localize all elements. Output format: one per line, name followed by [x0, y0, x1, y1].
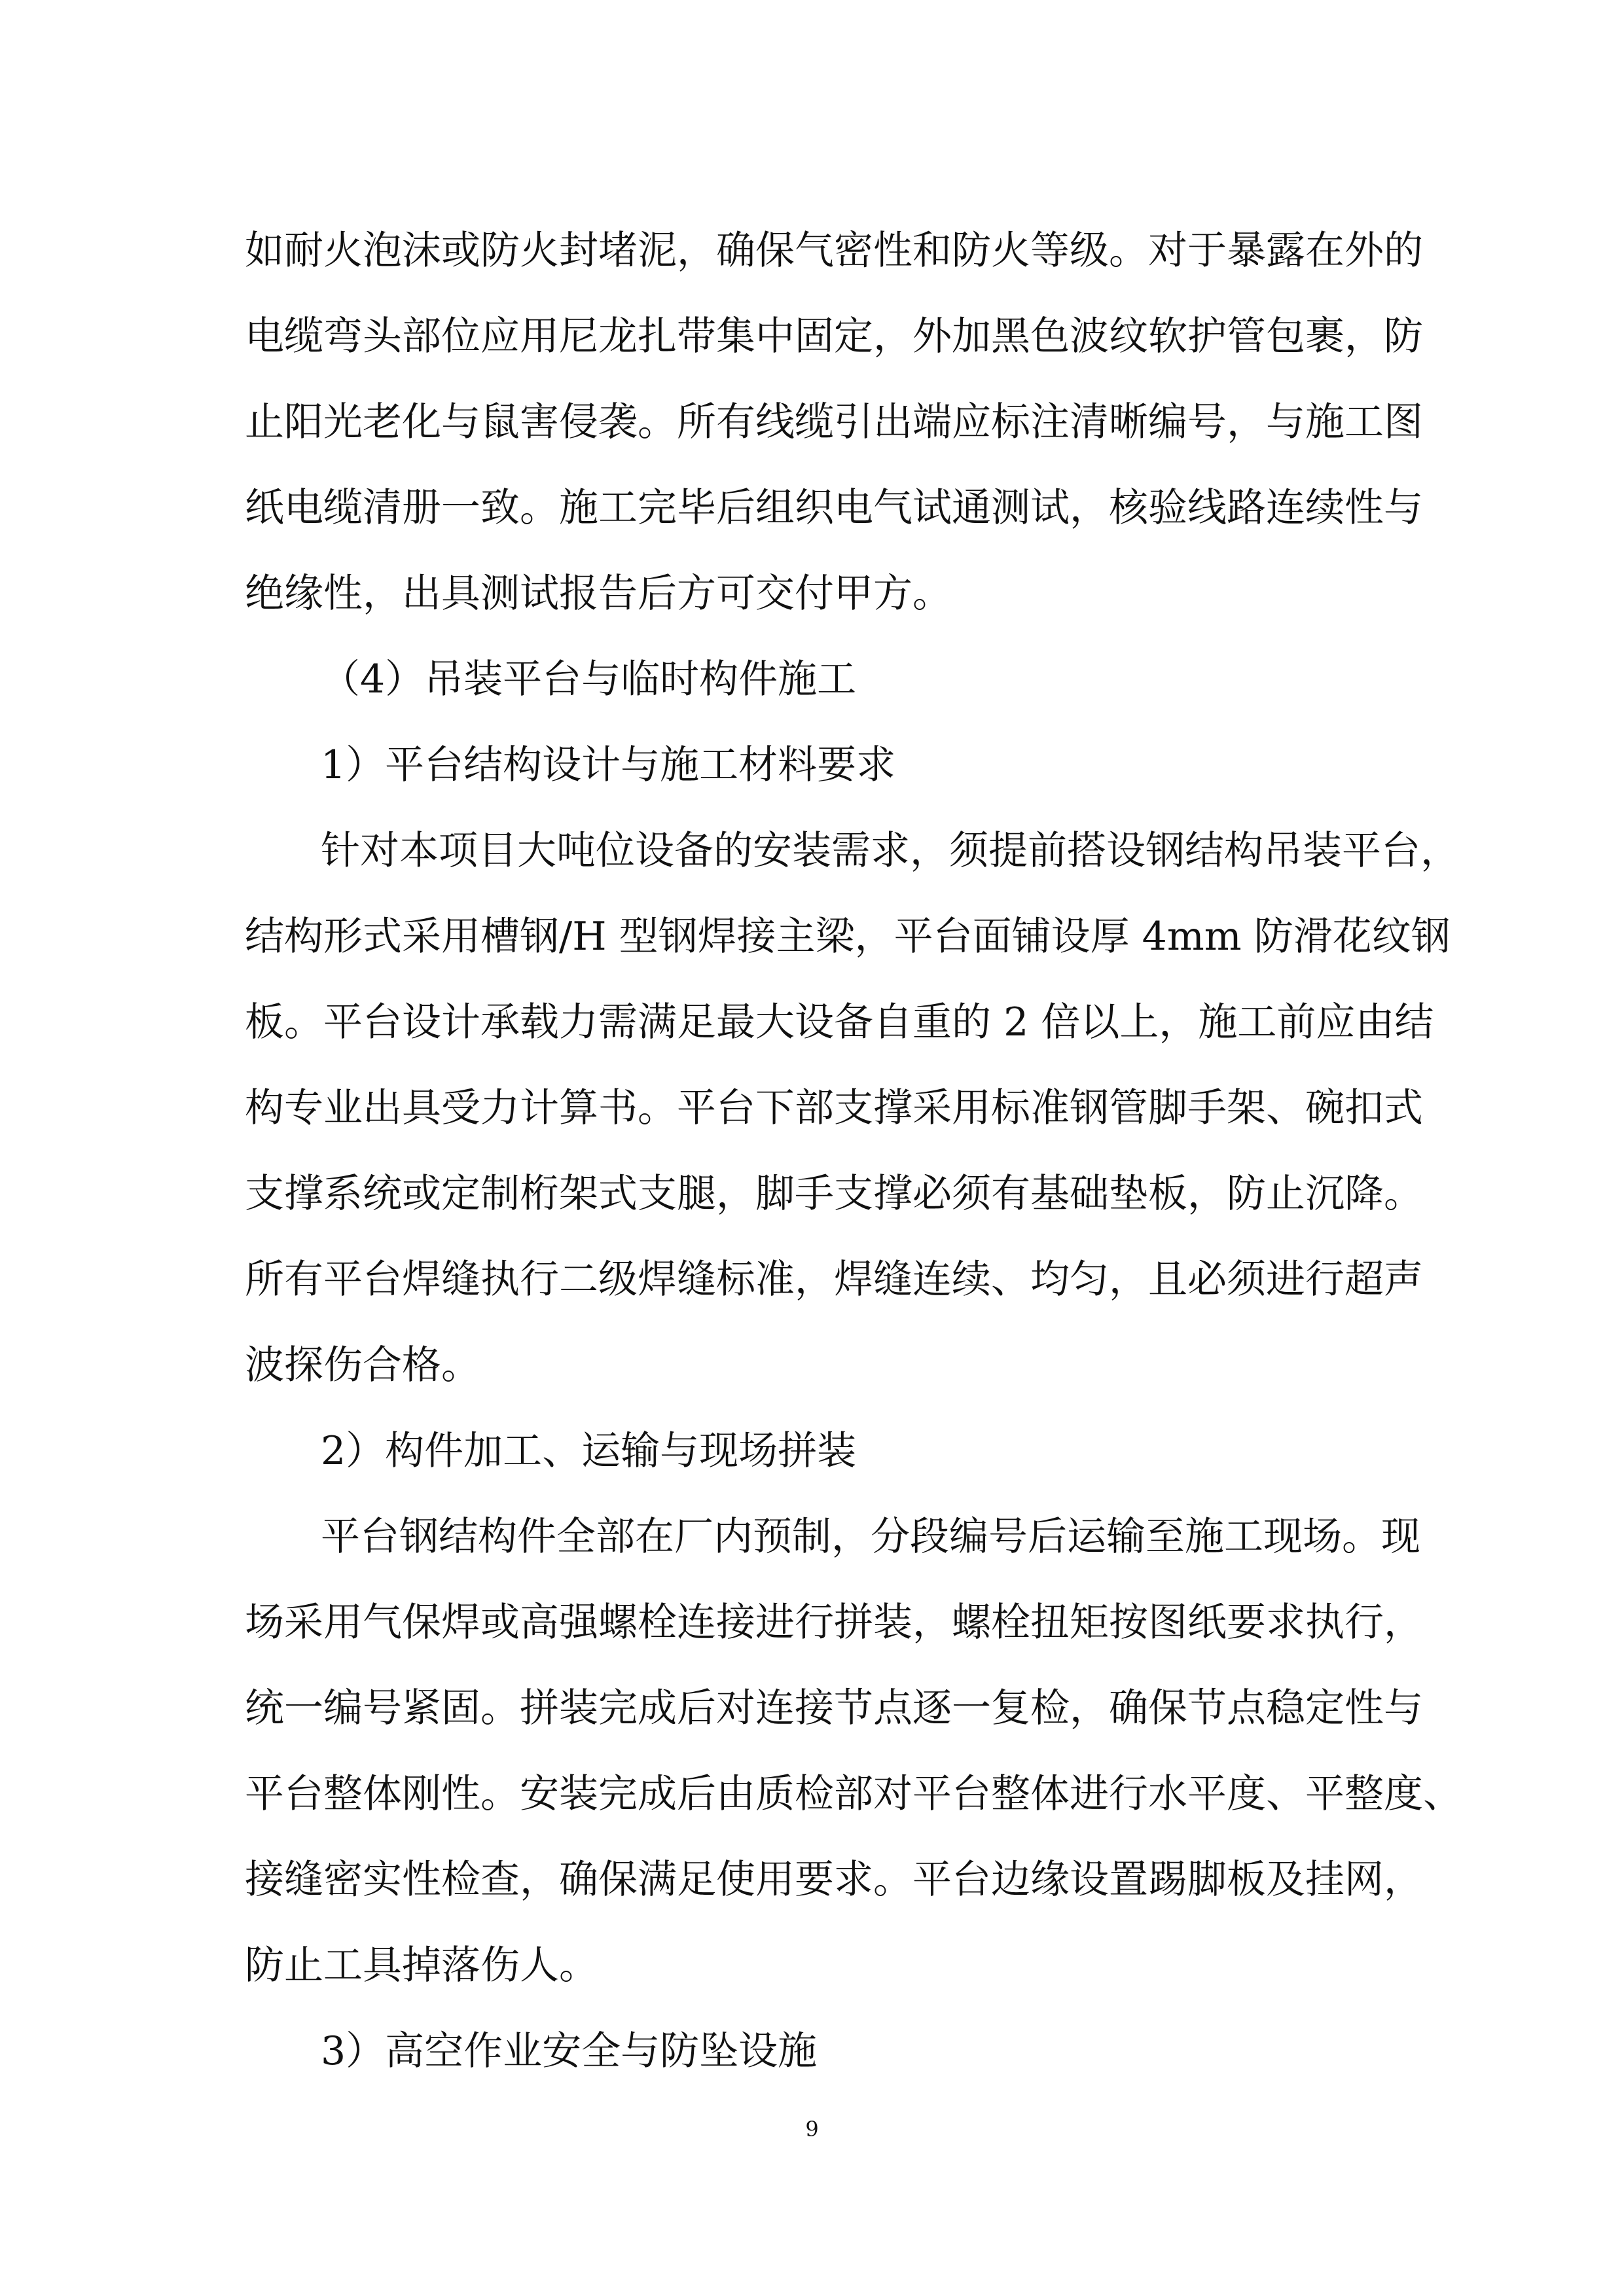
- text-line: 止阳光老化与鼠害侵袭。所有线缆引出端应标注清晰编号，与施工图: [245, 399, 1423, 445]
- subsection-heading-platform-design: 1）平台结构设计与施工材料要求: [321, 742, 896, 788]
- document-body: [245, 208, 1462, 2094]
- text-line: 统一编号紧固。拼装完成后对连接节点逐一复检，确保节点稳定性与: [245, 1685, 1423, 1731]
- text-line: 绝缘性，出具测试报告后方可交付甲方。: [245, 571, 952, 617]
- paragraph-fabrication-assembly: [245, 1494, 1462, 2009]
- text-line: 结构形式采用槽钢/H 型钢焊接主梁，平台面铺设厚 4mm 防滑花纹钢: [245, 914, 1451, 960]
- text-line: 防止工具掉落伤人。: [245, 1943, 598, 1988]
- text-line: 构专业出具受力计算书。平台下部支撑采用标准钢管脚手架、碗扣式: [245, 1085, 1423, 1131]
- text-line: 如耐火泡沫或防火封堵泥，确保气密性和防火等级。对于暴露在外的: [245, 228, 1423, 274]
- paragraph-fire-sealing: [245, 208, 1423, 637]
- text-line: 针对本项目大吨位设备的安装需求，须提前搭设钢结构吊装平台，: [321, 828, 1460, 874]
- subsection-heading-fabrication-assembly: 2）构件加工、运输与现场拼装: [321, 1428, 857, 1474]
- text-line: 接缝密实性检查，确保满足使用要求。平台边缘设置踢脚板及挂网，: [245, 1857, 1423, 1903]
- paragraph-platform-design: [245, 808, 1460, 1408]
- text-line: 平台钢结构件全部在厂内预制，分段编号后运输至施工现场。现: [321, 1514, 1420, 1560]
- text-line: 板。平台设计承载力需满足最大设备自重的 2 倍以上，施工前应由结: [245, 999, 1434, 1045]
- text-line: 平台整体刚性。安装完成后由质检部对平台整体进行水平度、平整度、: [245, 1771, 1462, 1817]
- text-line: 波探伤合格。: [245, 1342, 480, 1388]
- subsection-heading-fall-protection: 3）高空作业安全与防坠设施: [321, 2028, 818, 2074]
- text-line: 支撑系统或定制桁架式支腿，脚手支撑必须有基础垫板，防止沉降。: [245, 1171, 1423, 1217]
- text-line: 电缆弯头部位应用尼龙扎带集中固定，外加黑色波纹软护管包裹，防: [245, 314, 1423, 359]
- text-line: 所有平台焊缝执行二级焊缝标准，焊缝连续、均匀，且必须进行超声: [245, 1257, 1423, 1302]
- page-number: 9: [805, 2117, 819, 2142]
- section-heading-hoisting-platform: （4）吊装平台与临时构件施工: [321, 656, 857, 702]
- text-line: 纸电缆清册一致。施工完毕后组织电气试通测试，核验线路连续性与: [245, 485, 1423, 531]
- text-line: 场采用气保焊或高强螺栓连接进行拼装，螺栓扭矩按图纸要求执行，: [245, 1600, 1423, 1645]
